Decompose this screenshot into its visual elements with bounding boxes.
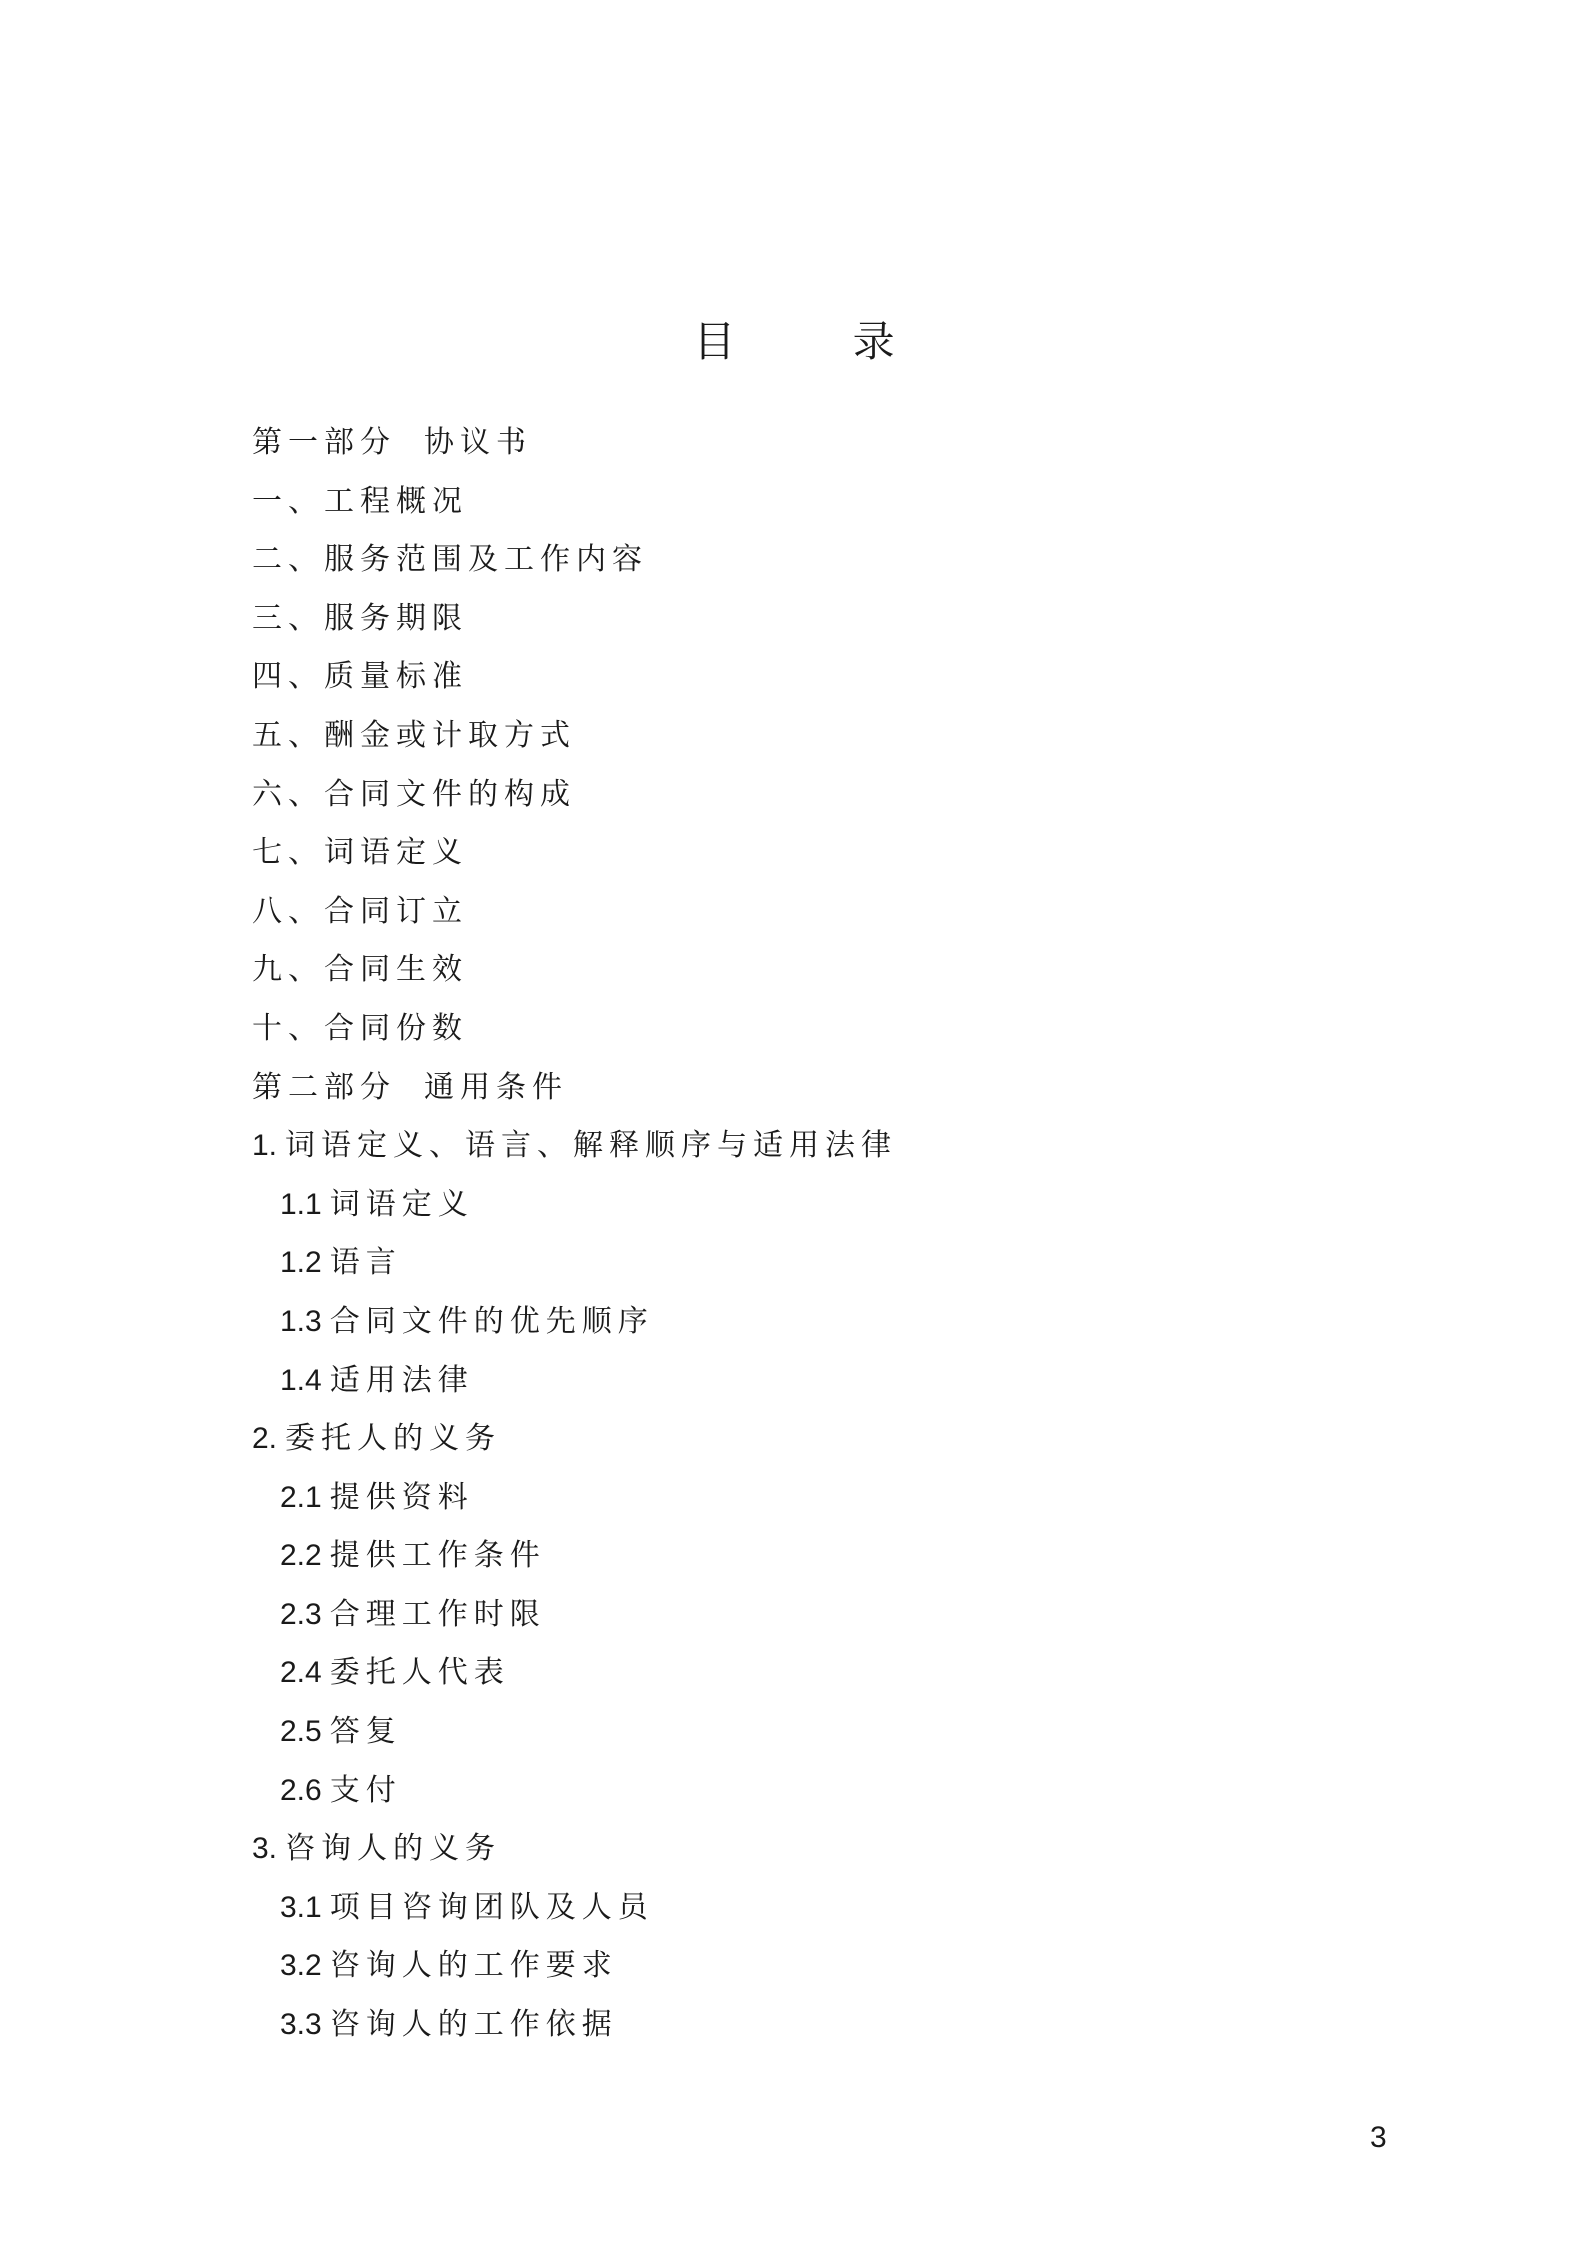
toc-entry-label: 四、质量标准 xyxy=(252,659,468,695)
toc-entry xyxy=(252,531,1352,590)
toc-entry-label: 词语定义、语言、解释顺序与适用法律 xyxy=(285,1128,898,1164)
toc-entry xyxy=(252,941,1352,1000)
toc-entry-label: 十、合同份数 xyxy=(252,1010,468,1046)
toc-entry-label: 语言 xyxy=(329,1245,402,1281)
toc-entry-label: 七、词语定义 xyxy=(252,835,468,871)
toc-entry-label: 咨询人的工作要求 xyxy=(329,1948,618,1984)
toc-entry xyxy=(252,1352,1352,1411)
toc-entry xyxy=(252,766,1352,825)
toc-entry xyxy=(252,824,1352,883)
toc-entry-number: 2.1 xyxy=(280,1480,322,1514)
toc-part-heading xyxy=(252,414,1352,473)
toc-entry-label: 咨询人的工作依据 xyxy=(329,2007,618,2043)
toc-entry-label: 二、服务范围及工作内容 xyxy=(252,542,648,578)
toc-entry xyxy=(252,1586,1352,1645)
toc-entry xyxy=(252,473,1352,532)
toc-entry-label: 答复 xyxy=(329,1714,402,1750)
toc-entry-number: 2.4 xyxy=(280,1656,322,1690)
toc-entry-number: 1. xyxy=(252,1129,278,1163)
toc-entry xyxy=(252,1410,1352,1469)
toc-entry-label: 委托人代表 xyxy=(329,1655,510,1691)
toc-part-name: 协议书 xyxy=(424,425,532,460)
toc-entry-label: 委托人的义务 xyxy=(285,1421,502,1457)
toc-entry xyxy=(252,1469,1352,1528)
toc-entry xyxy=(252,883,1352,942)
toc-entry xyxy=(252,1117,1352,1176)
toc-entry-label: 三、服务期限 xyxy=(252,600,468,636)
toc-entry-label: 提供资料 xyxy=(329,1479,474,1515)
toc-entry-number: 2.6 xyxy=(280,1773,322,1807)
toc-entry xyxy=(252,1527,1352,1586)
toc-entry xyxy=(252,1293,1352,1352)
toc-entry-label: 咨询人的义务 xyxy=(285,1831,502,1867)
toc-entry xyxy=(252,1820,1352,1879)
toc-entry-number: 3.2 xyxy=(280,1949,322,1983)
toc-entry xyxy=(252,1644,1352,1703)
toc-entry xyxy=(252,590,1352,649)
toc-entry xyxy=(252,1176,1352,1235)
toc-entry-label: 第二部分 xyxy=(252,1069,396,1105)
toc-entry-number: 3. xyxy=(252,1832,278,1866)
toc-entry xyxy=(252,1879,1352,1938)
toc-entry-label: 九、合同生效 xyxy=(252,952,468,988)
toc-entry-label: 支付 xyxy=(329,1772,402,1808)
toc-entry xyxy=(252,1937,1352,1996)
toc-entry-label: 提供工作条件 xyxy=(329,1538,546,1574)
toc-entry-label: 适用法律 xyxy=(329,1362,474,1398)
toc-entry-number: 1.2 xyxy=(280,1246,322,1280)
toc-entry xyxy=(252,1000,1352,1059)
toc-entry xyxy=(252,1234,1352,1293)
toc-entry-number: 2. xyxy=(252,1422,278,1456)
toc-entry-number: 3.1 xyxy=(280,1890,322,1924)
page-title: 目 录 xyxy=(693,317,947,366)
toc-entry xyxy=(252,1703,1352,1762)
toc-entry xyxy=(252,707,1352,766)
toc-entry-number: 1.4 xyxy=(280,1363,322,1397)
table-of-contents xyxy=(252,414,1352,2055)
toc-entry-number: 2.5 xyxy=(280,1715,322,1749)
toc-entry-number: 1.3 xyxy=(280,1304,322,1338)
toc-entry-label: 第一部分 xyxy=(252,425,396,460)
toc-entry-label: 五、酬金或计取方式 xyxy=(252,717,576,753)
toc-entry-label: 合理工作时限 xyxy=(329,1596,546,1632)
toc-entry-number: 1.1 xyxy=(280,1187,322,1221)
toc-entry-number: 2.2 xyxy=(280,1539,322,1573)
toc-entry-label: 一、工程概况 xyxy=(252,483,468,519)
toc-part-heading xyxy=(252,1059,1352,1118)
toc-entry-label: 词语定义 xyxy=(329,1186,474,1222)
toc-entry-label: 八、合同订立 xyxy=(252,893,468,929)
toc-entry-number: 3.3 xyxy=(280,2008,322,2042)
toc-entry-label: 六、合同文件的构成 xyxy=(252,776,576,812)
toc-entry-label: 合同文件的优先顺序 xyxy=(329,1303,654,1339)
toc-entry-label: 项目咨询团队及人员 xyxy=(329,1889,654,1925)
toc-entry xyxy=(252,648,1352,707)
toc-entry xyxy=(252,1996,1352,2055)
page-number: 3 xyxy=(1370,2121,1387,2154)
toc-entry xyxy=(252,1762,1352,1821)
toc-part-name: 通用条件 xyxy=(424,1069,568,1105)
toc-entry-number: 2.3 xyxy=(280,1597,322,1631)
